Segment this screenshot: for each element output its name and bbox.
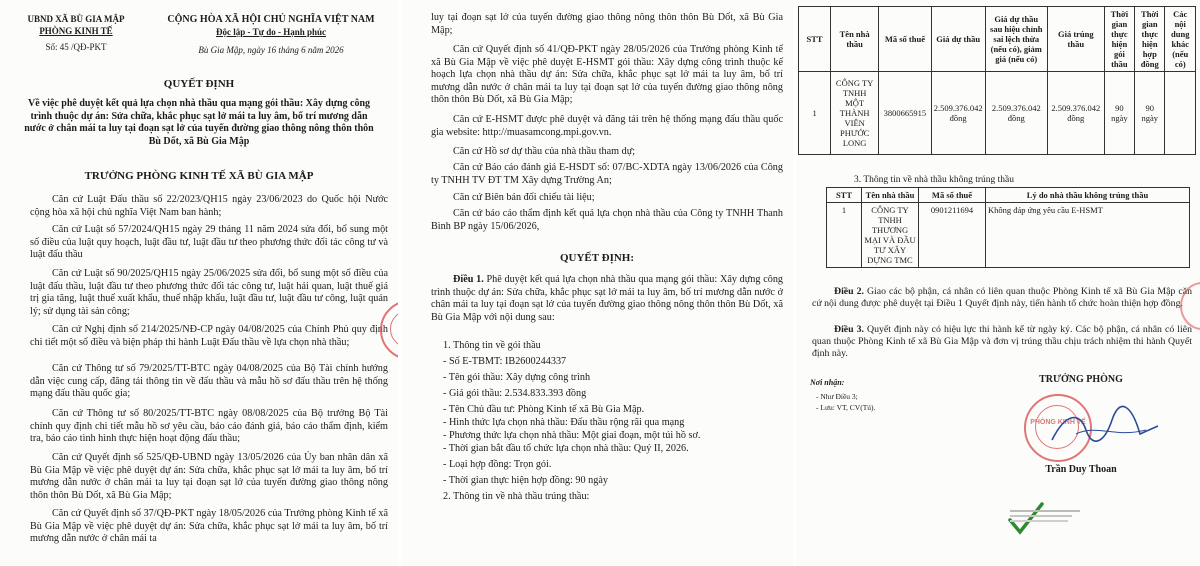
basis-10: Căn cứ E-HSMT được phê duyệt và đăng tải trên hệ thống mạng đấu thầu quốc gia website: http://muasamcong.mpi.gov.vn. [431, 114, 783, 138]
place-date: Bù Gia Mập, ngày 16 tháng 6 năm 2026 [198, 45, 344, 55]
item-package-price: - Giá gói thầu: 2.534.833.393 đồng [443, 388, 587, 399]
page-2 [401, 0, 793, 566]
basis-1: Căn cứ Luật Đấu thầu số 22/2023/QH15 ngày 23/06/2023 do Quốc hội Nước cộng hòa xã hội chủ nghĩa Việt Nam ban hành; [30, 194, 388, 218]
loser-header-name: Tên nhà thầu [862, 188, 919, 203]
recipient-1: - Như Điều 3; [816, 392, 858, 401]
basis-13: Căn cứ Biên bản đối chiếu tài liệu; [453, 192, 595, 203]
item-start-time: - Thời gian bắt đầu tổ chức lựa chọn nhà thầu: Quý II, 2026. [443, 443, 689, 454]
loser-table-header [827, 188, 1190, 203]
article-3-label: Điều 3. [834, 324, 864, 335]
basis-5: Căn cứ Thông tư số 79/2025/TT-BTC ngày 04/08/2025 của Bộ Tài chính hướng dẫn việc cung cấp, đăng tải thông tin về đấu thầu và mẫu hồ sơ đấu thầu trên hệ thống mạng đấu thầu quốc gia; [30, 363, 388, 400]
header-stt: STT [799, 7, 831, 72]
article-1 [431, 274, 783, 324]
article-3 [812, 324, 1192, 359]
loser-header-stt: STT [827, 188, 862, 203]
digital-signature-line-3 [1010, 520, 1068, 522]
article-2-text: Giao các bộ phận, cá nhân có liên quan thuộc Phòng Kinh tế xã Bù Gia Mập căn cứ nội dung được phê duyệt tại Điều 1 Quyết định này, tiến hành tổ chức hoàn thiện hợp đồng. [812, 286, 1192, 309]
basis-2: Căn cứ Luật số 57/2024/QH15 ngày 29 tháng 11 năm 2024 sửa đổi, bổ sung một số điều của luật quy hoạch, luật đầu tư, luật đầu tư theo phương thức đối tác công tư và luật đấu thầu [30, 224, 388, 261]
check-icon [1006, 500, 1046, 536]
header-adjusted: Giá dự thầu sau hiệu chỉnh sai lệch thừa (nếu có), giảm giá (nếu có) [985, 7, 1047, 72]
cell-adjusted: 2.509.376.042 đồng [985, 72, 1047, 155]
header-name: Tên nhà thầu [831, 7, 879, 72]
basis-14: Căn cứ báo cáo thẩm định kết quả lựa chọn nhà thầu của Công ty TNHH Thanh Bình BP ngày 15/06/2026, [431, 208, 783, 232]
item-contract-type: - Loại hợp đồng: Trọn gói. [443, 459, 552, 470]
basis-6: Căn cứ Thông tư số 80/2025/TT-BTC ngày 08/08/2025 của Bộ trưởng Bộ Tài chính quy định chi tiết mẫu hồ sơ yêu cầu, báo cáo đánh giá, báo cáo thẩm định, kiểm tra, báo cáo tình hình thực hiện hoạt động đấu thầu; [30, 408, 388, 445]
cell-contract-time: 90 ngày [1135, 72, 1165, 155]
basis-7: Căn cứ Quyết định số 525/QĐ-UBND ngày 13/05/2026 của Ủy ban nhân dân xã Bù Gia Mập về việc phê duyệt dự án: Sửa chữa, khắc phục sạt lở mái ta luy âm, bố trí mương dẫn nước ở chân mái ta luy tại đoạn sạt lở của tuyến đường giao thông nông thôn thôn Bù Dốt, xã Bù Gia Mập; [30, 452, 388, 501]
agency-line2: PHÒNG KINH TẾ [39, 26, 113, 36]
article-1-text: Phê duyệt kết quả lựa chọn nhà thầu qua mạng gói thầu: Xây dựng công trình thuộc dự án: Sửa chữa, khắc phục sạt lở mái ta luy âm, bố trí mương dẫn nước ở chân mái ta luy tại đoạn sạt lở của tuyến đường giao thông nông thôn thôn Bù Dốt, xã Bù Gia Mập với nội dung sau: [431, 274, 784, 323]
article-1-label: Điều 1. [453, 274, 484, 285]
signature-icon [1046, 404, 1166, 450]
cell-package-time: 90 ngày [1104, 72, 1134, 155]
item-winner-heading: 2. Thông tin về nhà thầu trúng thầu: [443, 491, 590, 502]
loser-cell-reason: Không đáp ứng yêu cầu E-HSMT [986, 203, 1190, 268]
header-package-time: Thời gian thực hiện gói thầu [1104, 7, 1134, 72]
page-1 [0, 0, 398, 566]
cell-win-price: 2.509.376.042 đồng [1047, 72, 1104, 155]
loser-cell-tax: 0901211694 [919, 203, 986, 268]
page-3 [796, 0, 1200, 566]
decision-number: Số: 45 /QĐ-PKT [45, 42, 107, 52]
continued-basis: luy tại đoạn sạt lở của tuyến đường giao thông nông thôn thôn Bù Dốt, xã Bù Gia Mập; [431, 12, 783, 36]
header-other: Các nội dung khác (nếu có) [1165, 7, 1196, 72]
header-tax: Mã số thuế [879, 7, 932, 72]
article-2 [812, 286, 1192, 310]
decision-subject: Về việc phê duyệt kết quả lựa chọn nhà thầu qua mạng gói thầu: Xây dựng công trình thuộc dự án: Sửa chữa, khắc phục sạt lở mái ta luy âm, bố trí mương dẫn nước ở chân mái ta luy tại đoạn sạt lở của tuyến đường giao thông nông thôn thôn Bù Dốt, xã Bù Gia Mập [24, 98, 374, 147]
article-2-label: Điều 2. [834, 286, 864, 297]
loser-cell-name: CÔNG TY TNHH THƯƠNG MẠI VÀ ĐẦU TƯ XÂY DỰNG TMC [862, 203, 919, 268]
basis-8: Căn cứ Quyết định số 37/QĐ-PKT ngày 18/05/2026 của Trưởng phòng Kinh tế xã Bù Gia Mập về việc phê duyệt dự án: Sửa chữa, khắc phục sạt lở mái ta luy âm, bố trí mương dẫn nước ở chân mái ta [30, 508, 388, 545]
item-method: - Hình thức lựa chọn nhà thầu: Đấu thầu rộng rãi qua mạng [443, 417, 685, 428]
digital-signature-line-2 [1010, 515, 1072, 517]
item-investor: - Tên Chủ đầu tư: Phòng Kinh tế xã Bù Gia Mập. [443, 404, 645, 415]
winner-table-header [799, 7, 1196, 72]
basis-3: Căn cứ Luật số 90/2025/QH15 ngày 25/06/2025 sửa đổi, bổ sung một số điều của luật đấu thầu, luật đầu tư theo phương thức đối tác công tư, luật hải quan, luật thuế giá trị gia tăng, luật thuế xuất khẩu, thuế nhập khẩu, luật đầu tư, luật đầu tư công, luật quản lý; sử dụng tài sản công; [30, 268, 388, 317]
nation-title: CỘNG HÒA XÃ HỘI CHỦ NGHĨA VIỆT NAM [167, 14, 375, 25]
digital-signature-line-1 [1010, 510, 1080, 512]
table-row [827, 203, 1190, 268]
item-package-info: 1. Thông tin về gói thầu [443, 340, 541, 351]
header-bid: Giá dự thầu [931, 7, 985, 72]
signer-name: Trần Duy Thoan [1045, 464, 1117, 475]
loser-header-reason: Lý do nhà thầu không trúng thầu [986, 188, 1190, 203]
recipient-2: - Lưu: VT, CV(Tú). [816, 403, 876, 412]
cell-tax: 3800665915 [879, 72, 932, 155]
motto: Độc lập - Tự do - Hạnh phúc [215, 27, 326, 37]
table-row [799, 72, 1196, 155]
cell-other [1165, 72, 1196, 155]
loser-header-tax: Mã số thuế [919, 188, 986, 203]
signer-title: TRƯỞNG PHÒNG [1039, 374, 1123, 385]
doc-type: QUYẾT ĐỊNH [163, 78, 235, 90]
basis-12: Căn cứ Báo cáo đánh giá E-HSDT số: 07/BC-XDTA ngày 13/06/2026 của Công ty TNHH TV ĐT TM Xây dựng Trường An; [431, 162, 783, 186]
decides-heading: QUYẾT ĐỊNH: [559, 252, 635, 264]
cell-bid: 2.509.376.042 đồng [931, 72, 985, 155]
loser-cell-stt: 1 [827, 203, 862, 268]
basis-11: Căn cứ Hồ sơ dự thầu của nhà thầu tham dự; [453, 146, 636, 157]
basis-4: Căn cứ Nghị định số 214/2025/NĐ-CP ngày 04/08/2025 của Chính Phủ quy định chi tiết một số điều và biện pháp thi hành Luật Đấu thầu về lựa chọn nhà thầu; [30, 324, 388, 348]
winner-table [798, 6, 1196, 155]
basis-9: Căn cứ Quyết định số 41/QĐ-PKT ngày 28/05/2026 của Trưởng phòng Kinh tế xã Bù Gia Mập về việc phê duyệt E-HSMT gói thầu: Xây dựng công trình thuộc kế hoạch lựa chọn nhà thầu dự án: Sửa chữa, khắc phục sạt lở mái ta luy âm, bố trí mương dẫn nước ở chân mái ta luy tại đoạn sạt lở của tuyến đường giao thông nông thôn thôn Bù Dốt, xã Bù Gia Mập; [431, 44, 783, 106]
cell-stt: 1 [799, 72, 831, 155]
authority: TRƯỞNG PHÒNG KINH TẾ XÃ BÙ GIA MẬP [84, 170, 314, 182]
loser-table [826, 187, 1190, 268]
item-tbmt: - Số E-TBMT: IB2600244337 [443, 356, 567, 367]
header-win-price: Giá trúng thầu [1047, 7, 1104, 72]
stamp-text: PHÒNG KINH TẾ [1030, 419, 1086, 426]
article-3-text: Quyết định này có hiệu lực thi hành kể từ ngày ký. Các bộ phận, cá nhân có liên quan thuộc Phòng Kinh tế xã Bù Gia Mập và đơn vị trúng thầu chịu trách nhiệm thi hành Quyết định này. [812, 324, 1192, 359]
item-duration: - Thời gian thực hiện hợp đồng: 90 ngày [443, 475, 608, 486]
item-procedure: - Phương thức lựa chọn nhà thầu: Một giai đoạn, một túi hồ sơ. [443, 430, 701, 441]
item-package-name: - Tên gói thầu: Xây dựng công trình [443, 372, 591, 383]
recipients-label: Nơi nhận: [810, 378, 845, 387]
agency-line1: UBND XÃ BÙ GIA MẬP [27, 14, 125, 24]
section-3-heading: 3. Thông tin về nhà thầu không trúng thầu [854, 175, 1014, 185]
header-contract-time: Thời gian thực hiện hợp đồng [1135, 7, 1165, 72]
cell-name: CÔNG TY TNHH MỘT THÀNH VIÊN PHƯỚC LONG [831, 72, 879, 155]
